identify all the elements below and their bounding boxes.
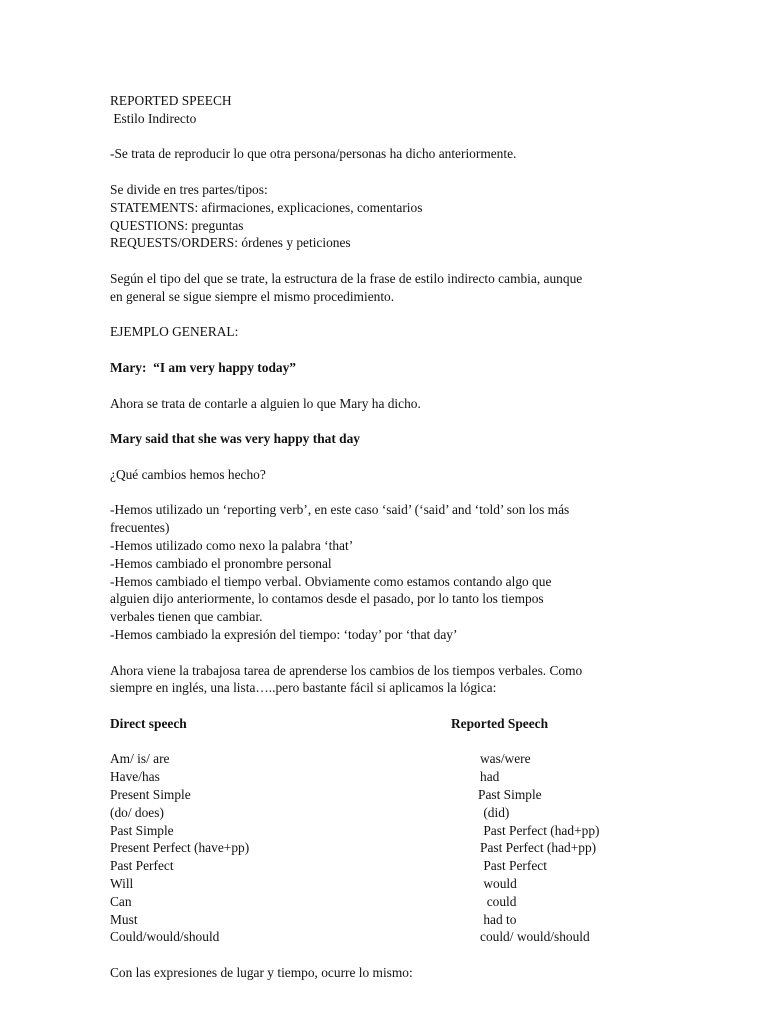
direct-example: Mary: “I am very happy today” — [110, 359, 296, 375]
reported-cell: had to — [480, 911, 517, 927]
doc-subtitle: Estilo Indirecto — [110, 110, 197, 126]
direct-cell: Could/would/should — [110, 929, 220, 945]
table-row — [110, 839, 670, 857]
paragraph-line: siempre en inglés, una lista…..pero bastante fácil si aplicamos la lógica: — [110, 680, 497, 696]
direct-cell: Can — [110, 893, 132, 909]
reported-cell: could — [480, 893, 517, 909]
spacer — [110, 733, 670, 751]
table-row — [110, 911, 670, 929]
spacer — [110, 644, 670, 662]
reported-cell: (did) — [480, 804, 510, 820]
spacer — [110, 946, 670, 964]
type-questions: QUESTIONS: preguntas — [110, 217, 244, 233]
reported-cell: Past Perfect — [480, 858, 547, 874]
spacer — [110, 163, 670, 181]
change-line: -Hemos cambiado el pronombre personal — [110, 555, 332, 571]
reported-cell: could/ would/should — [480, 929, 590, 945]
spacer — [110, 306, 670, 324]
table-row — [110, 786, 670, 804]
table-header-row — [110, 715, 670, 733]
explanation-text: Ahora se trata de contarle a alguien lo que Mary ha dicho. — [110, 395, 421, 411]
direct-cell: Past Simple — [110, 822, 174, 838]
reported-example: Mary said that she was very happy that day — [110, 431, 360, 447]
table-row — [110, 804, 670, 822]
change-line: alguien dijo anteriormente, lo contamos desde el pasado, por lo tanto los tiempos — [110, 591, 544, 607]
direct-cell: Present Simple — [110, 787, 191, 803]
type-statements: STATEMENTS: afirmaciones, explicaciones, comentarios — [110, 199, 423, 215]
reported-cell: Past Simple — [478, 787, 542, 803]
reported-cell: would — [480, 876, 517, 892]
direct-cell: Must — [110, 911, 138, 927]
direct-cell: Have/has — [110, 769, 160, 785]
header-direct-speech: Direct speech — [110, 715, 187, 731]
header-reported-speech: Reported Speech — [451, 715, 549, 731]
document-body — [110, 92, 670, 982]
paragraph-line: en general se sigue siempre el mismo procedimiento. — [110, 288, 395, 304]
intro-text: -Se trata de reproducir lo que otra persona/personas ha dicho anteriormente. — [110, 146, 517, 162]
spacer — [110, 412, 670, 430]
spacer — [110, 377, 670, 395]
type-requests: REQUESTS/ORDERS: órdenes y peticiones — [110, 235, 351, 251]
tense-table — [110, 715, 670, 946]
table-row — [110, 893, 670, 911]
direct-cell: Will — [110, 876, 134, 892]
example-heading: EJEMPLO GENERAL: — [110, 324, 239, 340]
change-line: -Hemos utilizado un ‘reporting verb’, en este caso ‘said’ (‘said’ and ‘told’ son los más — [110, 502, 570, 518]
spacer — [110, 128, 670, 146]
table-row — [110, 857, 670, 875]
reported-cell: Past Perfect (had+pp) — [480, 822, 600, 838]
change-line: -Hemos utilizado como nexo la palabra ‘that’ — [110, 537, 354, 553]
doc-title: REPORTED SPEECH — [110, 93, 232, 108]
spacer — [110, 448, 670, 466]
paragraph-line: Ahora viene la trabajosa tarea de aprenderse los cambios de los tiempos verbales. Como — [110, 662, 583, 678]
reported-cell: had — [480, 769, 500, 785]
table-row — [110, 822, 670, 840]
question-text: ¿Qué cambios hemos hecho? — [110, 466, 266, 482]
spacer — [110, 484, 670, 502]
direct-cell: Am/ is/ are — [110, 751, 170, 767]
table-row — [110, 928, 670, 946]
types-heading: Se divide en tres partes/tipos: — [110, 181, 268, 197]
paragraph-line: Según el tipo del que se trate, la estructura de la frase de estilo indirecto cambia, aunque — [110, 270, 583, 286]
direct-cell: Present Perfect (have+pp) — [110, 840, 250, 856]
change-line: frecuentes) — [110, 520, 170, 536]
direct-cell: Past Perfect — [110, 858, 174, 874]
change-line: -Hemos cambiado la expresión del tiempo: ‘today’ por ‘that day’ — [110, 626, 458, 642]
spacer — [110, 341, 670, 359]
table-row — [110, 750, 670, 768]
table-row — [110, 875, 670, 893]
direct-cell: (do/ does) — [110, 804, 164, 820]
change-line: verbales tienen que cambiar. — [110, 609, 263, 625]
reported-cell: was/were — [480, 751, 531, 767]
spacer — [110, 252, 670, 270]
spacer — [110, 697, 670, 715]
reported-cell: Past Perfect (had+pp) — [480, 840, 597, 856]
change-line: -Hemos cambiado el tiempo verbal. Obviamente como estamos contando algo que — [110, 573, 552, 589]
closing-text: Con las expresiones de lugar y tiempo, ocurre lo mismo: — [110, 965, 413, 981]
table-row — [110, 768, 670, 786]
